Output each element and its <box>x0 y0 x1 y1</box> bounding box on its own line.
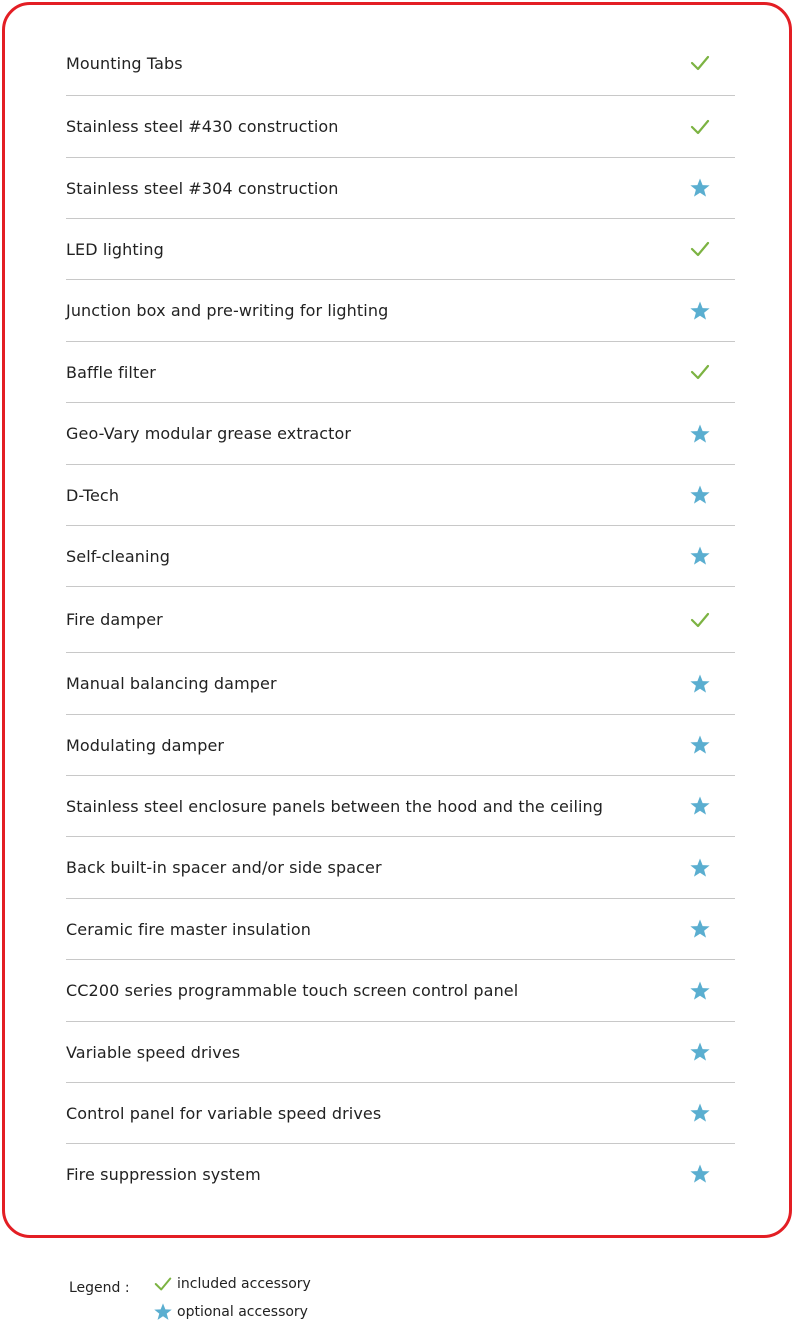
feature-label: Modulating damper <box>66 735 225 755</box>
feature-label: CC200 series programmable touch screen control panel <box>66 981 519 1000</box>
feature-row <box>66 776 735 837</box>
feature-label: Stainless steel #304 construction <box>66 178 339 198</box>
feature-label: Control panel for variable speed drives <box>66 1103 382 1123</box>
legend-included-label: included accessory <box>177 1276 311 1292</box>
feature-label: Self-cleaning <box>66 546 171 566</box>
star-icon <box>689 300 711 322</box>
feature-label: Geo-Vary modular grease extractor <box>66 424 352 443</box>
star-icon <box>689 918 711 940</box>
feature-row <box>66 465 735 526</box>
feature-label: Back built-in spacer and/or side spacer <box>66 858 382 877</box>
feature-label: D-Tech <box>66 485 120 505</box>
star-icon <box>689 1163 711 1185</box>
feature-label: Fire damper <box>66 610 163 629</box>
feature-row <box>66 960 735 1022</box>
feature-row <box>66 96 735 158</box>
legend-item-included <box>153 1274 311 1294</box>
check-icon <box>689 52 711 74</box>
feature-row <box>66 158 735 219</box>
feature-row <box>66 653 735 715</box>
check-icon <box>153 1274 173 1294</box>
star-icon <box>689 545 711 567</box>
feature-row <box>66 1144 735 1204</box>
check-icon <box>689 609 711 631</box>
check-icon <box>689 361 711 383</box>
feature-label: Manual balancing damper <box>66 674 277 693</box>
legend <box>69 1276 311 1320</box>
star-icon <box>689 673 711 695</box>
star-icon <box>689 177 711 199</box>
feature-label: Junction box and pre-writing for lighting <box>66 301 389 320</box>
star-icon <box>689 980 711 1002</box>
feature-row <box>66 526 735 587</box>
star-icon <box>689 734 711 756</box>
feature-row <box>66 342 735 403</box>
legend-item-optional <box>153 1302 308 1322</box>
star-icon <box>689 423 711 445</box>
feature-row <box>66 219 735 280</box>
feature-row <box>66 837 735 899</box>
star-icon <box>689 795 711 817</box>
check-icon <box>689 116 711 138</box>
feature-row <box>66 403 735 465</box>
feature-label: Stainless steel enclosure panels between the hood and the ceiling <box>66 796 604 816</box>
feature-label: Mounting Tabs <box>66 53 183 73</box>
feature-row <box>66 1083 735 1144</box>
feature-label: Stainless steel #430 construction <box>66 117 339 136</box>
star-icon <box>689 857 711 879</box>
check-icon <box>689 238 711 260</box>
star-icon <box>689 1041 711 1063</box>
feature-row <box>66 899 735 960</box>
legend-title: Legend : <box>69 1280 130 1296</box>
feature-row <box>66 1022 735 1083</box>
feature-label: Ceramic fire master insulation <box>66 919 312 939</box>
feature-row <box>66 31 735 96</box>
feature-label: Baffle filter <box>66 362 156 382</box>
feature-label: Variable speed drives <box>66 1042 241 1062</box>
feature-row <box>66 715 735 776</box>
star-icon <box>689 484 711 506</box>
feature-label: LED lighting <box>66 239 164 259</box>
legend-optional-label: optional accessory <box>177 1304 308 1320</box>
feature-row <box>66 280 735 342</box>
feature-label: Fire suppression system <box>66 1164 261 1184</box>
star-icon <box>153 1302 173 1322</box>
star-icon <box>689 1102 711 1124</box>
feature-row <box>66 587 735 653</box>
